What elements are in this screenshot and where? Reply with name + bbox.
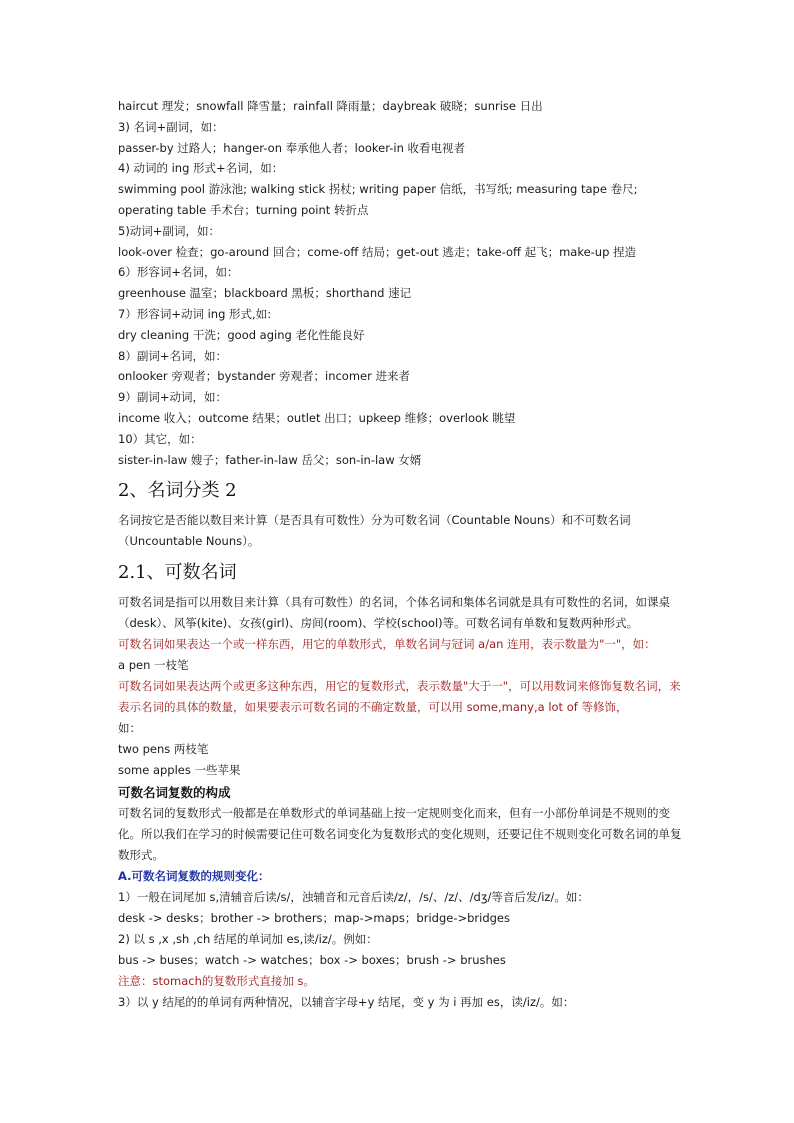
- text-line: 7）形容词+动词 ing 形式,如:: [118, 306, 272, 321]
- text-line: look-over 检查；go-around 回合；come-off 结局；get-out 逃走；take-off 起飞；make-up 捏造: [118, 244, 637, 259]
- rule-line: 2) 以 s ,x ,sh ,ch 结尾的单词加 es,读/iz/。例如：: [118, 932, 378, 947]
- example-line: some apples 一些苹果: [118, 763, 241, 778]
- text-line: passer-by 过路人；hanger-on 奉承他人者；looker-in 收看电视者: [118, 140, 466, 155]
- section-heading-countable-nouns: 2.1、可数名词: [118, 562, 237, 584]
- text-line: 10）其它，如：: [118, 431, 202, 446]
- document-page: [118, 96, 688, 1013]
- highlighted-paragraph: 可数名词如果表达两个或更多这种东西，用它的复数形式，表示数量"大于一"，可以用数词来修饰复数名词，来表示名词的具体的数量，如果要表示可数名词的不确定数量，可以用 some,many,a lot of 等修饰，: [118, 679, 681, 715]
- example-line: desk -> desks；brother -> brothers；map->maps；bridge->bridges: [118, 911, 510, 926]
- example-line: two pens 两枝笔: [118, 742, 209, 757]
- text-line: 5)动词+副词，如：: [118, 223, 220, 238]
- text-line: income 收入；outcome 结果；outlet 出口；upkeep 维修；overlook 眺望: [118, 410, 516, 425]
- note-line: 注意：stomach的复数形式直接加 s。: [118, 974, 316, 989]
- text-line: 8）副词+名词，如：: [118, 348, 227, 363]
- text-line: 6）形容词+名词，如：: [118, 265, 239, 280]
- example-line: bus -> buses；watch -> watches；box -> boxes；brush -> brushes: [118, 953, 506, 968]
- paragraph-tail: 如：: [118, 721, 141, 736]
- text-line: haircut 理发；snowfall 降雪量；rainfall 降雨量；daybreak 破晓；sunrise 日出: [118, 99, 543, 113]
- rule-line: 3）以 y 结尾的的单词有两种情况，以辅音字母+y 结尾，变 y 为 i 再加 es，读/iz/。如：: [118, 995, 575, 1010]
- paragraph: 可数名词的复数形式一般都是在单数形式的单词基础上按一定规则变化而来，但有一小部份单词是不规则的变化。所以我们在学习的时候需要记住可数名词变化为复数形式的变化规则，还要记住不规则变化可数名词的单复数形式。: [118, 806, 682, 863]
- text-line: greenhouse 温室；blackboard 黑板；shorthand 速记: [118, 286, 412, 301]
- rule-line: 1）一般在词尾加 s,清辅音后读/s/，浊辅音和元音后读/z/，/s/、/z/、/dʒ/等音后发/iz/。如：: [118, 890, 589, 905]
- text-line: 3) 名词+副词，如：: [118, 119, 224, 134]
- example-line: a pen 一枝笔: [118, 658, 189, 673]
- text-line: swimming pool 游泳池; walking stick 拐杖; writing paper 信纸，书写纸; measuring tape 卷尺; operating table 手术台；turning point 转折点: [118, 182, 638, 217]
- text-line: 4) 动词的 ing 形式+名词，如：: [118, 161, 284, 176]
- text-line: sister-in-law 嫂子；father-in-law 岳父；son-in-law 女婿: [118, 452, 422, 467]
- text-line: onlooker 旁观者；bystander 旁观者；incomer 进来者: [118, 369, 411, 384]
- text-line: dry cleaning 干洗；good aging 老化性能良好: [118, 327, 365, 342]
- section-heading-noun-classification: 2、名词分类 2: [118, 480, 237, 502]
- text-line: 9）副词+动词，如：: [118, 390, 227, 405]
- subsection-heading-plural-formation: 可数名词复数的构成: [118, 785, 231, 801]
- paragraph: 可数名词是指可以用数目来计算（具有可数性）的名词，个体名词和集体名词就是具有可数性的名词，如课桌（desk）、风筝(kite)、女孩(girl)、房间(room)、学校(school)等。可数名词有单数和复数两种形式。: [118, 595, 670, 631]
- rule-subheading: A.可数名词复数的规则变化：: [118, 869, 270, 884]
- highlighted-paragraph: 可数名词如果表达一个或一样东西，用它的单数形式，单数名词与冠词 a/an 连用，表示数量为"一"，如：: [118, 637, 656, 652]
- section-intro: 名词按它是否能以数目来计算（是否具有可数性）分为可数名词（Countable Nouns）和不可数名词（Uncountable Nouns）。: [118, 513, 631, 549]
